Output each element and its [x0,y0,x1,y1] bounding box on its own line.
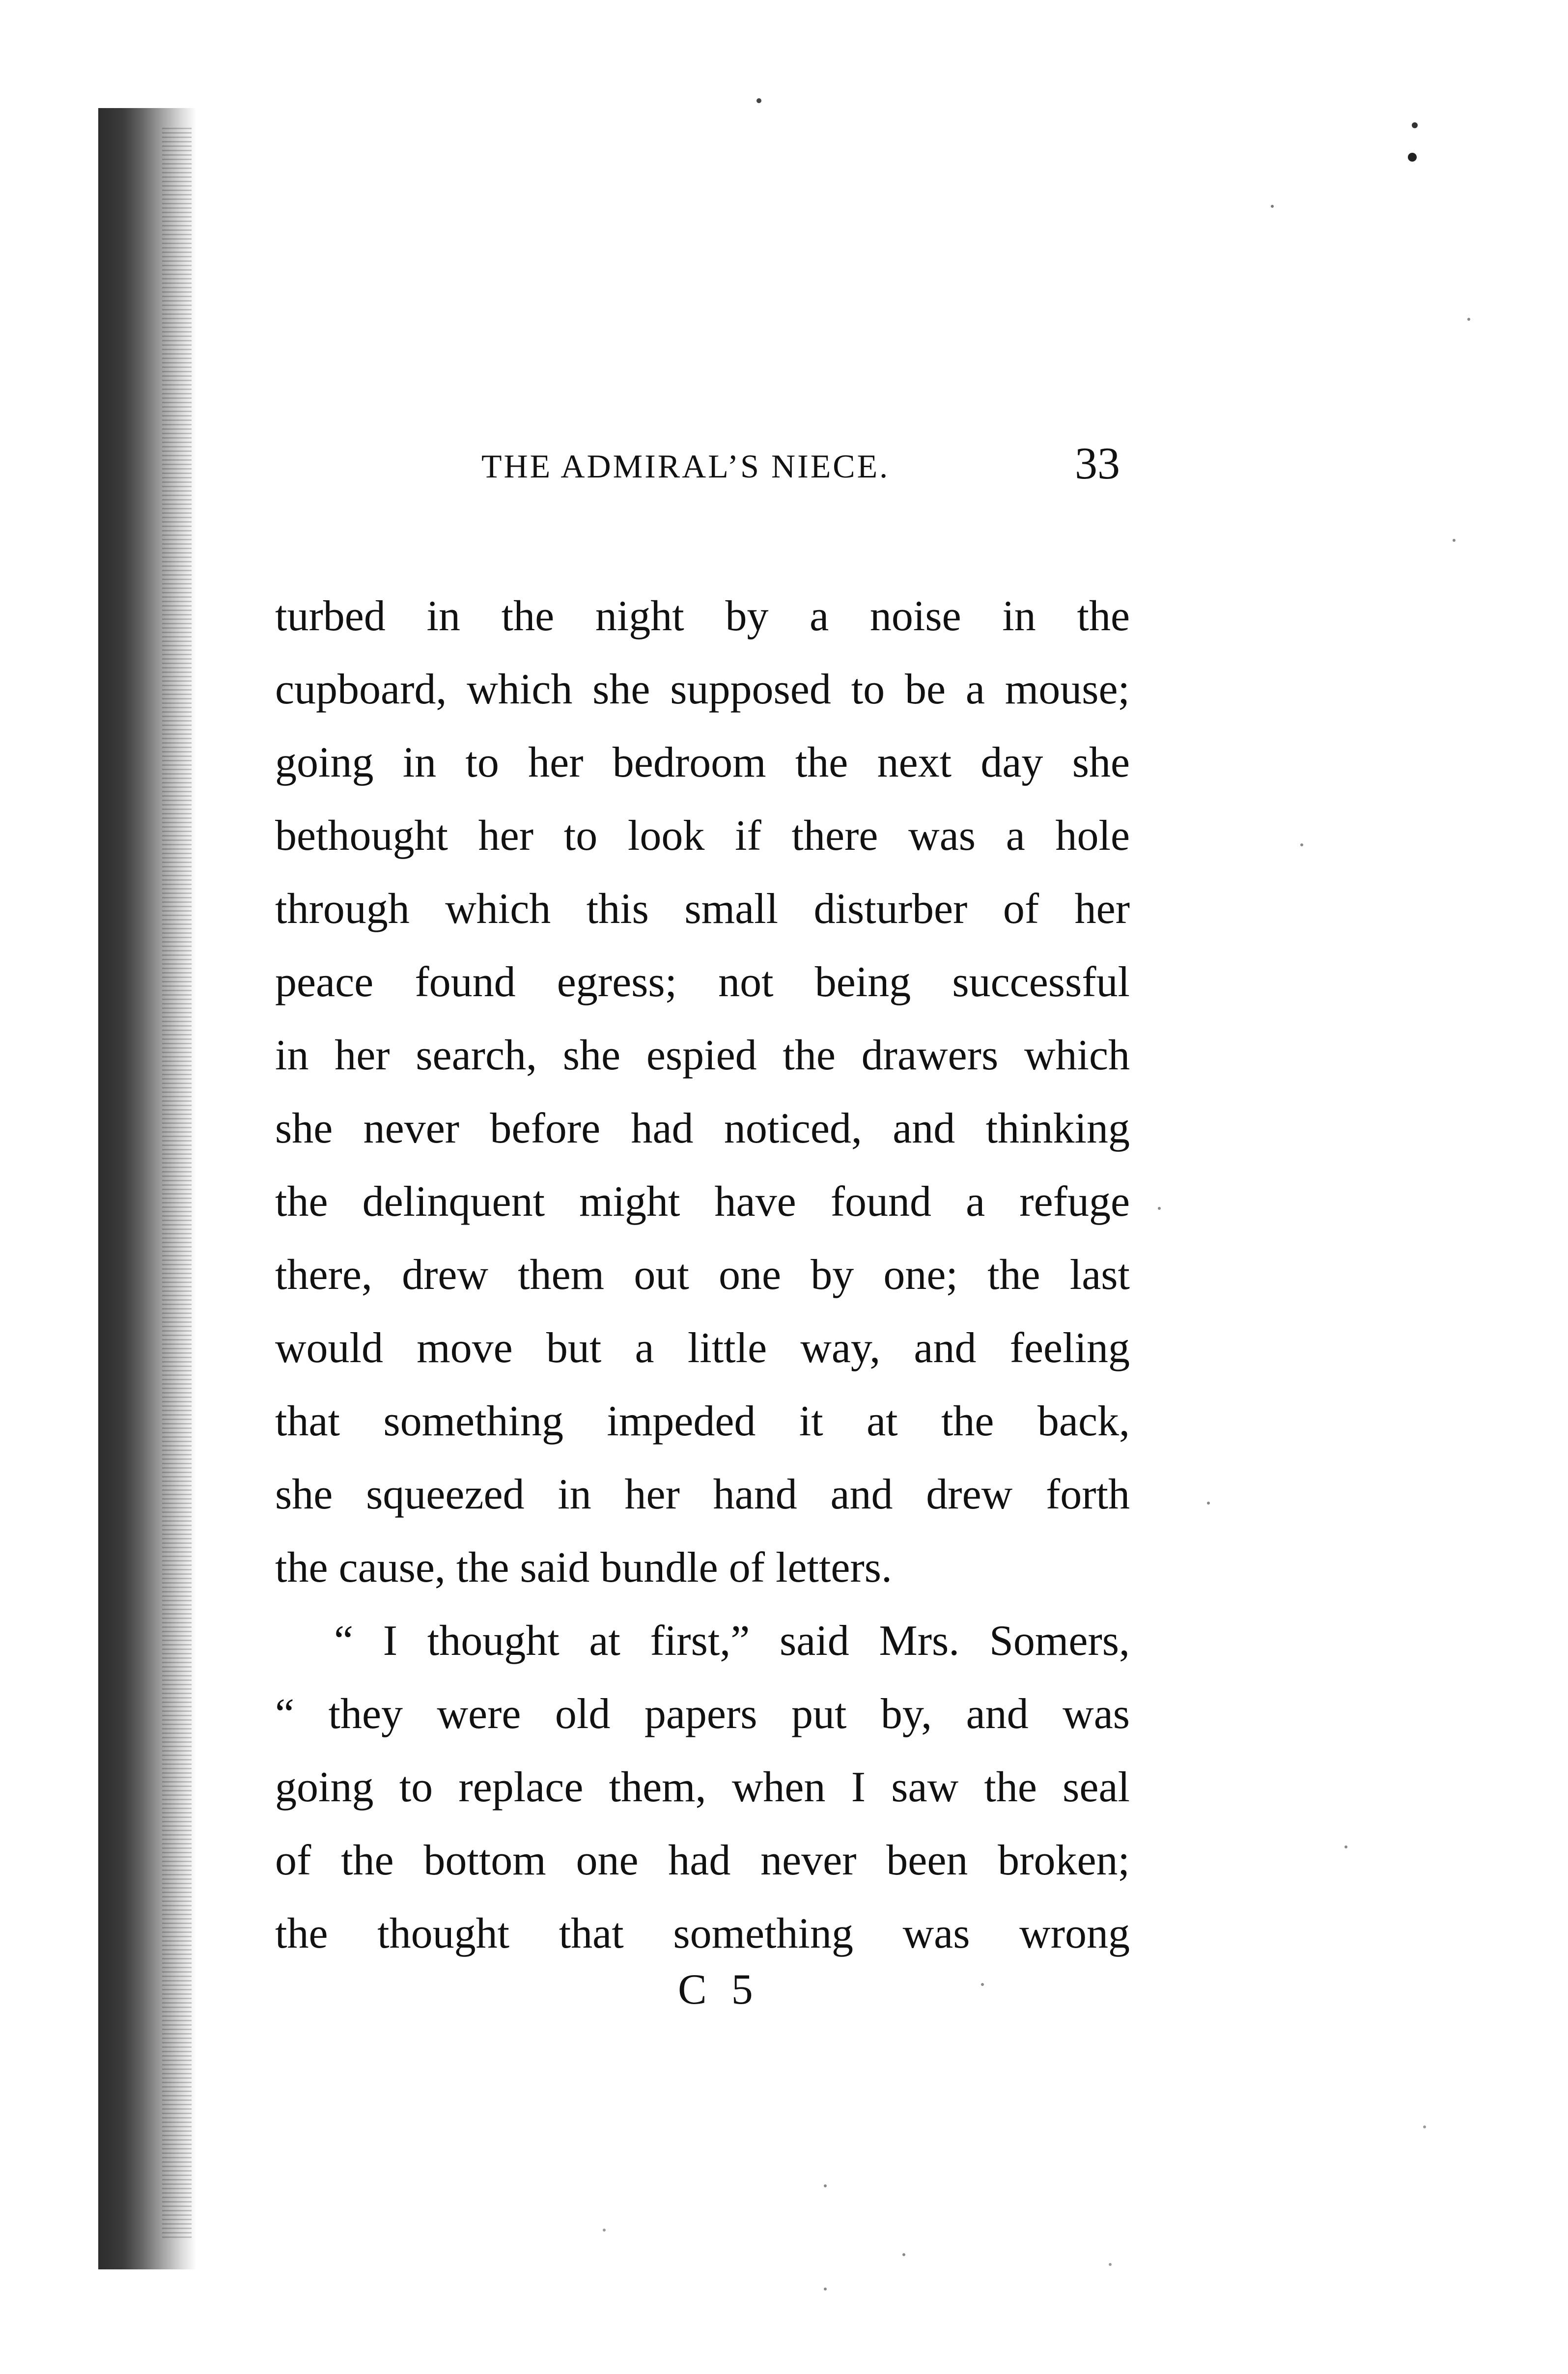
body-text [275,580,1130,1970]
text-line: the delinquent might have found a refuge [275,1178,1130,1226]
text-line: in her search, she espied the drawers which [275,1032,1130,1079]
text-line: turbed in the night by a noise in the [275,592,1130,640]
text-line: the cause, the said bundle of letters. [275,1544,893,1592]
text-line: cupboard, which she supposed to be a mouse; [275,666,1130,713]
text-line: bethought her to look if there was a hole [275,812,1130,860]
text-line: going in to her bedroom the next day she [275,739,1130,786]
text-line: “ I thought at first,” said Mrs. Somers, [334,1617,1130,1665]
text-line: the thought that something was wrong [275,1910,1130,1957]
running-head [275,437,1120,496]
text-line: of the bottom one had never been broken; [275,1837,1130,1884]
text-line: she squeezed in her hand and drew forth [275,1471,1130,1518]
text-line: “ they were old papers put by, and was [275,1690,1130,1738]
running-title: THE ADMIRAL’S NIECE. [481,447,890,485]
text-line: there, drew them out one by one; the last [275,1251,1130,1299]
text-line: peace found egress; not being successful [275,958,1130,1006]
text-line: that something impeded it at the back, [275,1397,1130,1445]
signature-mark: C 5 [678,1966,760,2013]
text-line: she never before had noticed, and thinking [275,1105,1130,1152]
text-line: would move but a little way, and feeling [275,1324,1130,1372]
binding-gutter-texture [162,128,192,2240]
text-line: through which this small disturber of her [275,885,1130,933]
page-number: 33 [1075,438,1120,488]
text-line: going to replace them, when I saw the seal [275,1763,1130,1811]
